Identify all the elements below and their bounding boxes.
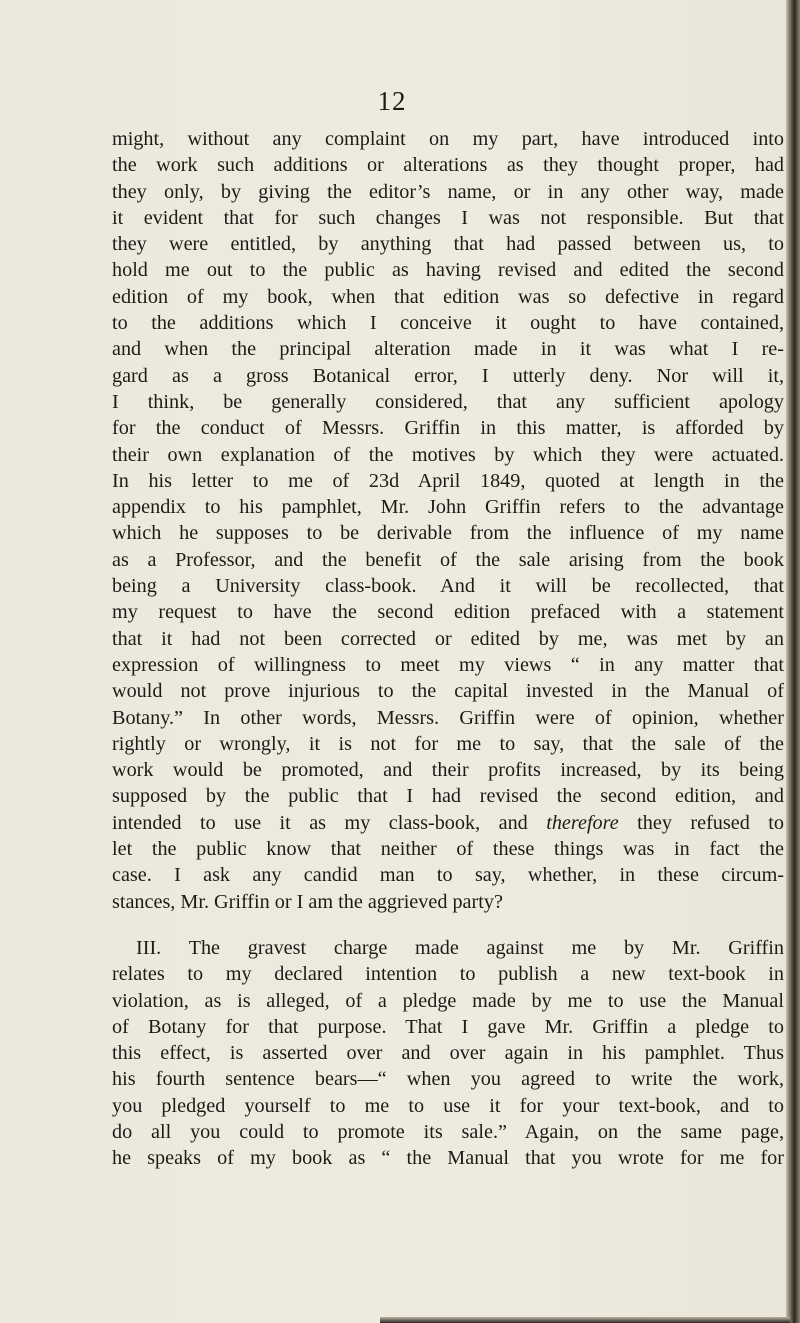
text-line: In his letter to me of 23d April 1849, quoted at length in the (112, 469, 784, 492)
text-line: this effect, is asserted over and over again in his pamphlet. Thus (112, 1042, 784, 1065)
text-line: for the conduct of Messrs. Griffin in this matter, is afforded by (112, 417, 784, 440)
text-line: supposed by the public that I had revised the second edition, and (112, 785, 784, 808)
text-line: let the public know that neither of these things was in fact the (112, 838, 784, 861)
text-line: that it had not been corrected or edited by me, was met by an (112, 627, 784, 650)
text-line: edition of my book, when that edition was so defective in regard (112, 285, 784, 308)
text-line: might, without any complaint on my part, have introduced into (112, 128, 784, 150)
text-line: do all you could to promote its sale.” Again, on the same page, (112, 1120, 784, 1143)
text-line: of Botany for that purpose. That I gave Mr. Griffin a pledge to (112, 1015, 784, 1038)
line-segment: they refused to (618, 811, 784, 834)
text-line: expression of willingness to meet my views “ in any matter that (112, 653, 784, 676)
text-line: stances, Mr. Griffin or I am the aggrieved party? (112, 890, 503, 913)
text-line: which he supposes to be derivable from the influence of my name (112, 522, 784, 545)
text-line-with-emphasis (112, 810, 784, 836)
text-line: to the additions which I conceive it ought to have contained, (112, 312, 784, 335)
text-line: III. The gravest charge made against me by Mr. Griffin (136, 936, 784, 959)
body-text (112, 126, 784, 1172)
text-line: rightly or wrongly, it is not for me to say, that the sale of the (112, 732, 784, 755)
text-line: being a University class-book. And it will be recollected, that (112, 575, 784, 598)
page-edge-shadow (786, 0, 800, 1323)
text-line: they were entitled, by anything that had passed between us, to (112, 233, 784, 256)
text-line: it evident that for such changes I was not responsible. But that (112, 206, 784, 229)
paragraph-2 (112, 935, 784, 1172)
paragraph-1 (112, 126, 784, 915)
text-line: appendix to his pamphlet, Mr. John Griffin refers to the advantage (112, 496, 784, 519)
text-line: I think, be generally considered, that any sufficient apology (112, 390, 784, 413)
line-segment: intended to use it as my class-book, and (112, 811, 547, 834)
text-line: hold me out to the public as having revised and edited the second (112, 259, 784, 282)
text-line: they only, by giving the editor’s name, or in any other way, made (112, 180, 784, 203)
page-number: 12 (377, 86, 407, 116)
text-line: case. I ask any candid man to say, whether, in these circum- (112, 864, 784, 887)
text-line: the work such additions or alterations as they thought proper, had (112, 154, 784, 177)
text-line: his fourth sentence bears—“ when you agreed to write the work, (112, 1068, 784, 1091)
text-line: as a Professor, and the benefit of the sale arising from the book (112, 548, 784, 571)
text-line: would not prove injurious to the capital invested in the Manual of (112, 680, 784, 703)
text-line: relates to my declared intention to publish a new text-book in (112, 963, 784, 986)
text-line: you pledged yourself to me to use it for your text-book, and to (112, 1094, 784, 1117)
text-line: gard as a gross Botanical error, I utterly deny. Nor will it, (112, 364, 784, 387)
text-line: violation, as is alleged, of a pledge made by me to use the Manual (112, 989, 784, 1012)
text-line: and when the principal alteration made in it was what I re- (112, 338, 784, 361)
italic-emphasis: therefore (546, 811, 619, 834)
text-line: my request to have the second edition prefaced with a statement (112, 601, 784, 624)
text-line: work would be promoted, and their profits increased, by its being (112, 759, 784, 782)
text-line: their own explanation of the motives by which they were actuated. (112, 443, 784, 466)
text-line: Botany.” In other words, Messrs. Griffin were of opinion, whether (112, 706, 784, 729)
page-bottom-shadow (380, 1317, 790, 1323)
text-line: he speaks of my book as “ the Manual that you wrote for me for (112, 1147, 784, 1170)
